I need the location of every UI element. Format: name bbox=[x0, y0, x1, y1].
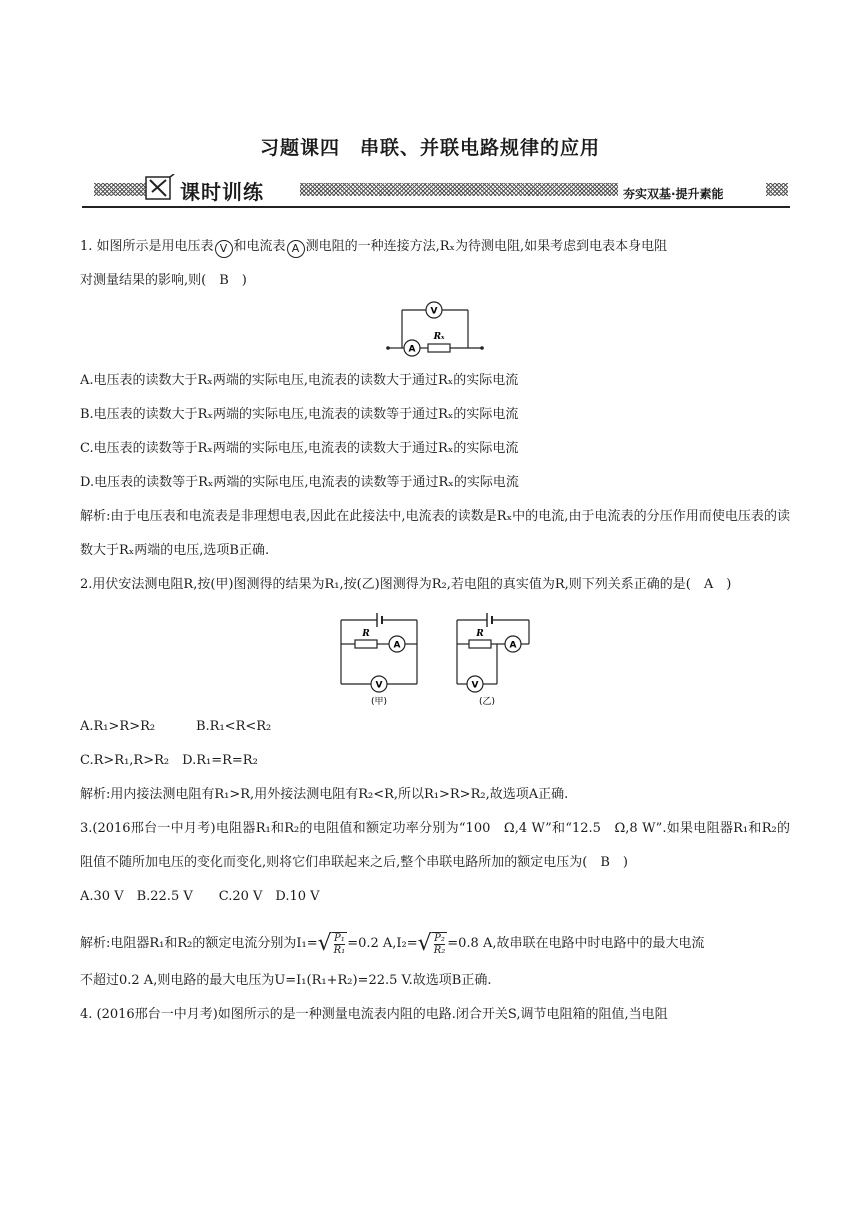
q3-stem: 3.(2016邢台一中月考)电阻器R₁和R₂的电阻值和额定功率分别为“100 Ω,4 W”和“12.5 Ω,8 W”.如果电阻器R₁和R₂的阻值不随所加电压的变化而变化,则将它们串联起来之后,整个串联电路所加的额定电压为( B ) bbox=[80, 821, 790, 870]
page-title: 习题课四 串联、并联电路规律的应用 bbox=[259, 137, 600, 159]
q2-option-d: D.R₁=R=R₂ bbox=[182, 753, 258, 768]
q1-stem-line-1: 1. 如图所示是用电压表 V 和电流表 A 测电阻的一种连接方法,Rₓ为待测电阻,如果考虑到电表本身电阻 bbox=[80, 230, 790, 264]
q1-option-d: D.电压表的读数等于Rₓ两端的实际电压,电流表的读数等于通过Rₓ的实际电流 bbox=[80, 475, 519, 490]
q3-sqrt-i2: √ P₂ R₂ bbox=[417, 930, 446, 956]
q2-jia-ammeter: A bbox=[393, 640, 401, 651]
q3-options: A.30 V B.22.5 V C.20 V D.10 V bbox=[80, 889, 320, 904]
q2-analysis: 解析:用内接法测电阻有R₁>R,用外接法测电阻有R₂<R,所以R₁>R>R₂,故选项A正确. bbox=[80, 787, 569, 802]
q1-fig-ammeter: A bbox=[408, 344, 416, 355]
banner-rule bbox=[82, 206, 790, 208]
q3-analysis-line-2: 不超过0.2 A,则电路的最大电压为U=I₁(R₁+R₂)=22.5 V.故选项B正确. bbox=[80, 973, 492, 988]
banner-hatch-right bbox=[766, 183, 788, 196]
lesson-logo-icon bbox=[144, 174, 176, 202]
q2-options-row-1 bbox=[80, 710, 790, 744]
q2-option-a: A.R₁>R>R₂ bbox=[80, 719, 156, 734]
exercise-content bbox=[80, 230, 790, 1032]
q2-yi-ammeter: A bbox=[509, 640, 517, 651]
q2-circuit-figures bbox=[335, 604, 535, 708]
q1-option-c: C.电压表的读数等于Rₓ两端的实际电压,电流表的读数大于通过Rₓ的实际电流 bbox=[80, 441, 519, 456]
q2-figure-yi bbox=[457, 613, 529, 707]
q3-sqrt-i1: √ P₁ R₁ bbox=[317, 930, 346, 956]
q2-option-c: C.R>R₁,R>R₂ bbox=[80, 753, 170, 768]
ammeter-icon: A bbox=[287, 240, 305, 258]
q1-stem-line-2: 对测量结果的影响,则( B ) bbox=[80, 273, 247, 288]
q3-analysis-line-1: 解析:电阻器R₁和R₂的额定电流分别为I₁= √ P₁ R₁ =0.2 A,I₂= √ P₂ R₂ =0.8 A,故串联在电路中时电路中的最大电流 bbox=[80, 930, 705, 956]
q2-stem: 2.用伏安法测电阻R,按(甲)图测得的结果为R₁,按(乙)图测得为R₂,若电阻的真实值为R,则下列关系正确的是( A ) bbox=[80, 577, 732, 592]
q2-jia-resistor-label: R bbox=[362, 629, 370, 639]
q2-option-b: B.R₁<R<R₂ bbox=[196, 719, 272, 734]
q4-stem: 4. (2016邢台一中月考)如图所示的是一种测量电流表内阻的电路.闭合开关S,调节电阻箱的阻值,当电阻 bbox=[80, 1007, 668, 1022]
voltmeter-icon: V bbox=[215, 240, 233, 258]
q2-yi-voltmeter: V bbox=[471, 680, 479, 691]
q2-jia-voltmeter: V bbox=[375, 680, 383, 691]
q1-analysis: 解析:由于电压表和电流表是非理想电表,因此在此接法中,电流表的读数是Rₓ中的电流,由于电流表的分压作用而使电压表的读数大于Rₓ两端的电压,选项B正确. bbox=[80, 509, 790, 558]
q1-fig-resistor-label: Rₓ bbox=[433, 332, 445, 342]
q1-fig-voltmeter: V bbox=[430, 306, 438, 317]
banner-hatch-left bbox=[94, 183, 150, 196]
banner-hatch-middle bbox=[300, 183, 618, 196]
q1-circuit-figure bbox=[380, 300, 490, 362]
banner-tag: 夯实双基·提升素能 bbox=[623, 187, 724, 201]
q2-yi-resistor-label: R bbox=[476, 629, 484, 639]
q2-options-row-2 bbox=[80, 744, 790, 778]
q2-figure-jia bbox=[341, 613, 417, 707]
q2-jia-caption: (甲) bbox=[370, 697, 388, 707]
banner-label: 课时训练 bbox=[180, 180, 264, 204]
q2-yi-caption: (乙) bbox=[478, 697, 496, 707]
section-banner bbox=[82, 174, 790, 208]
q1-option-b: B.电压表的读数大于Rₓ两端的实际电压,电流表的读数等于通过Rₓ的实际电流 bbox=[80, 407, 519, 422]
q1-option-a: A.电压表的读数大于Rₓ两端的实际电压,电流表的读数大于通过Rₓ的实际电流 bbox=[80, 373, 519, 388]
